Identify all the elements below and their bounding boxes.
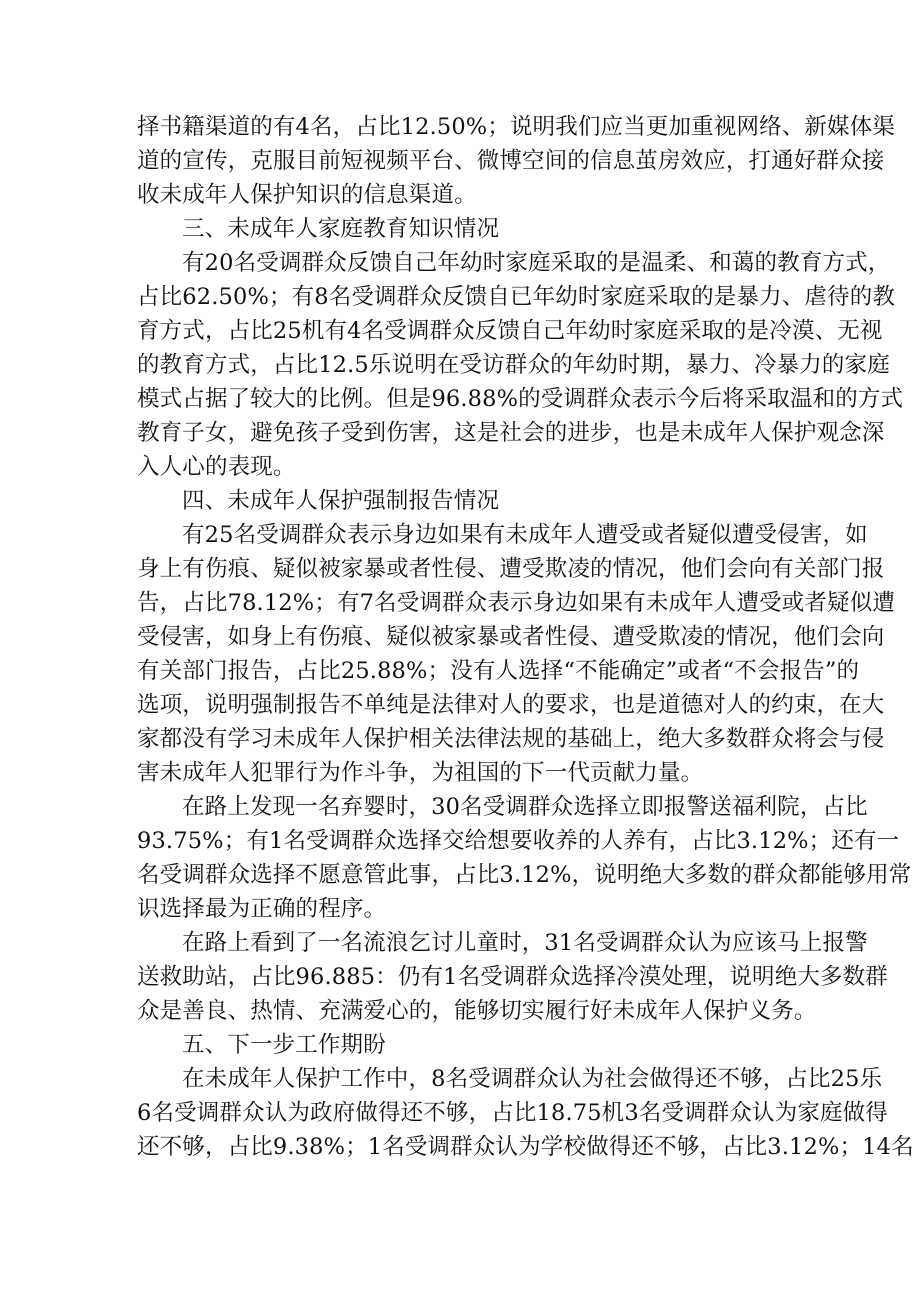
text-line: 家都没有学习未成年人保护相关法律法规的基础上，绝大多数群众将会与侵 [137,726,885,752]
text-line: 受侵害，如身上有伤痕、疑似被家暴或者性侵、遭受欺凌的情况，他们会向 [137,624,885,650]
text-line: 教育子女，避免孩子受到伤害，这是社会的进步，也是未成年人保护观念深 [137,420,885,446]
text-line: 育方式，占比25机有4名受调群众反馈自己年幼时家庭采取的是冷漠、无视 [137,318,883,344]
text-line: 模式占据了较大的比例。但是96.88%的受调群众表示今后将采取温和的方式 [137,386,904,412]
text-line: 入人心的表现。 [137,454,296,480]
text-line: 选项，说明强制报告不单纯是法律对人的要求，也是道德对人的约束，在大 [137,692,885,718]
text-line: 的教育方式，占比12.5乐说明在受访群众的年幼时期，暴力、冷暴力的家庭 [137,352,890,378]
text-line: 在路上看到了一名流浪乞讨儿童时，31名受调群众认为应该马上报警 [182,930,868,956]
text-line: 送救助站，占比96.885：仍有1名受调群众选择冷漠处理，说明绝大多数群 [137,964,888,990]
text-line: 收未成年人保护知识的信息渠道。 [137,182,477,208]
text-line: 识选择最为正确的程序。 [137,896,387,922]
text-line: 众是善良、热情、充满爱心的，能够切实履行好未成年人保护义务。 [137,998,817,1024]
text-line: 身上有伤痕、疑似被家暴或者性侵、遭受欺凌的情况，他们会向有关部门报 [137,556,885,582]
text-line: 在路上发现一名弃婴时，30名受调群众选择立即报警送福利院，占比 [182,794,868,820]
text-line: 告，占比78.12%；有7名受调群众表示身边如果有未成年人遭受或者疑似遭 [137,590,896,616]
section-heading: 四、未成年人保护强制报告情况 [182,488,500,514]
text-line: 名受调群众选择不愿意管此事，占比3.12%，说明绝大多数的群众都能够用常 [137,862,912,888]
text-line: 还不够，占比9.38%；1名受调群众认为学校做得还不够，占比3.12%；14名 [137,1134,914,1160]
text-line: 害未成年人犯罪行为作斗争，为祖国的下一代贡献力量。 [137,760,704,786]
text-line: 有25名受调群众表示身边如果有未成年人遭受或者疑似遭受侵害，如 [182,522,868,548]
text-line: 有20名受调群众反馈自己年幼时家庭采取的是温柔、和蔼的教育方式， [182,250,891,276]
section-heading: 五、下一步工作期盼 [182,1032,386,1058]
text-line: 择书籍渠道的有4名，占比12.50%；说明我们应当更加重视网络、新媒体渠 [137,114,896,140]
text-line: 93.75%；有1名受调群众选择交给想要收养的人养有，占比3.12%；还有一 [137,828,900,854]
text-line: 有关部门报告，占比25.88%；没有人选择“不能确定”或者“不会报告”的 [137,658,860,684]
text-line: 在未成年人保护工作中，8名受调群众认为社会做得还不够，占比25乐 [182,1066,883,1092]
text-line: 道的宣传，克服目前短视频平台、微博空间的信息茧房效应，打通好群众接 [137,148,885,174]
text-line: 6名受调群众认为政府做得还不够，占比18.75机3名受调群众认为家庭做得 [137,1100,888,1126]
text-line: 占比62.50%；有8名受调群众反馈自已年幼时家庭采取的是暴力、虐待的教 [137,284,896,310]
section-heading: 三、未成年人家庭教育知识情况 [182,216,500,242]
